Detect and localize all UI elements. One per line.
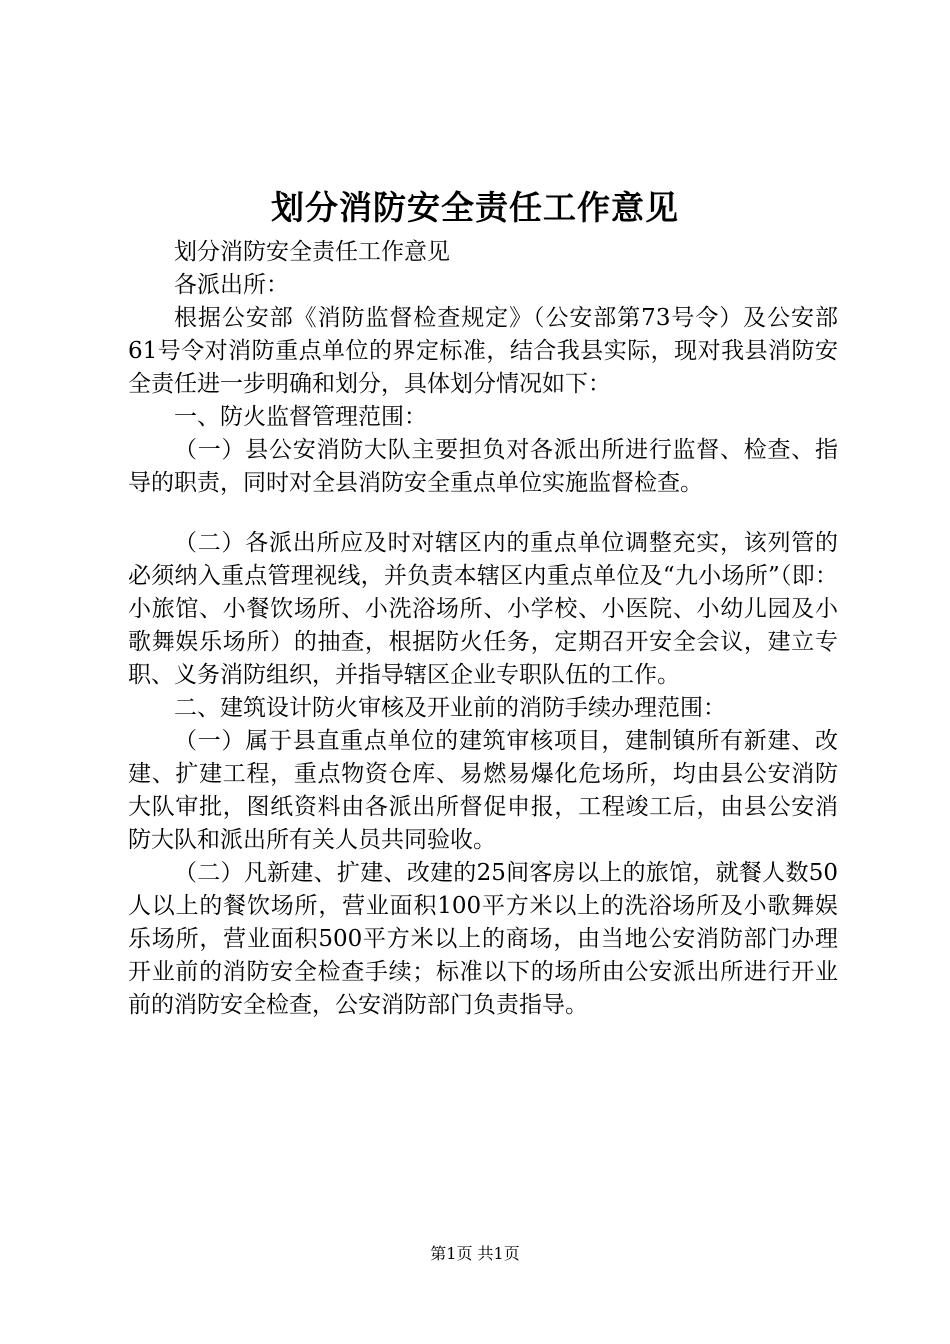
section-2-item-1: （一）属于县直重点单位的建筑审核项目，建制镇所有新建、改建、扩建工程，重点物资仓库、易燃易爆化危场所，均由县公安消防大队审批，图纸资料由各派出所督促申报，工程竣工后，由县公安消防大队和派出所有关人员共同验收。 xyxy=(128,728,838,853)
page-title: 划分消防安全责任工作意见 xyxy=(271,188,679,227)
section-heading-2: 二、建筑设计防火审核及开业前的消防手续办理范围： xyxy=(174,695,726,721)
section-2-item-2: （二）凡新建、扩建、改建的25间客房以上的旅馆，就餐人数50人以上的餐饮场所，营业面积100平方米以上的洗浴场所及小歌舞娱乐场所，营业面积500平方米以上的商场，由当地公安消防部门办理开业前的消防安全检查手续；标准以下的场所由公安派出所进行开业前的消防安全检查，公安消防部门负责指导。 xyxy=(128,860,838,1018)
subtitle-paragraph: 划分消防安全责任工作意见 xyxy=(174,239,450,265)
section-heading-1: 一、防火监督管理范围： xyxy=(174,404,427,430)
salutation-paragraph: 各派出所： xyxy=(174,272,289,298)
intro-paragraph: 根据公安部《消防监督检查规定》（公安部第73号令）及公安部61号令对消防重点单位的界定标准，结合我县实际，现对我县消防安全责任进一步明确和划分，具体划分情况如下： xyxy=(128,305,838,397)
section-1-item-2: （二）各派出所应及时对辖区内的重点单位调整充实，该列管的必须纳入重点管理视线，并负责本辖区内重点单位及“九小场所”（即：小旅馆、小餐饮场所、小洗浴场所、小学校、小医院、小幼儿园及小歌舞娱乐场所）的抽查，根据防火任务，定期召开安全会议，建立专职、义务消防组织，并指导辖区企业专职队伍的工作。 xyxy=(128,530,838,688)
document-body xyxy=(128,236,838,1022)
section-1-item-1: （一）县公安消防大队主要担负对各派出所进行监督、检查、指导的职责，同时对全县消防安全重点单位实施监督检查。 xyxy=(128,437,838,496)
page-footer: 第1页 共1页 xyxy=(430,1244,520,1263)
